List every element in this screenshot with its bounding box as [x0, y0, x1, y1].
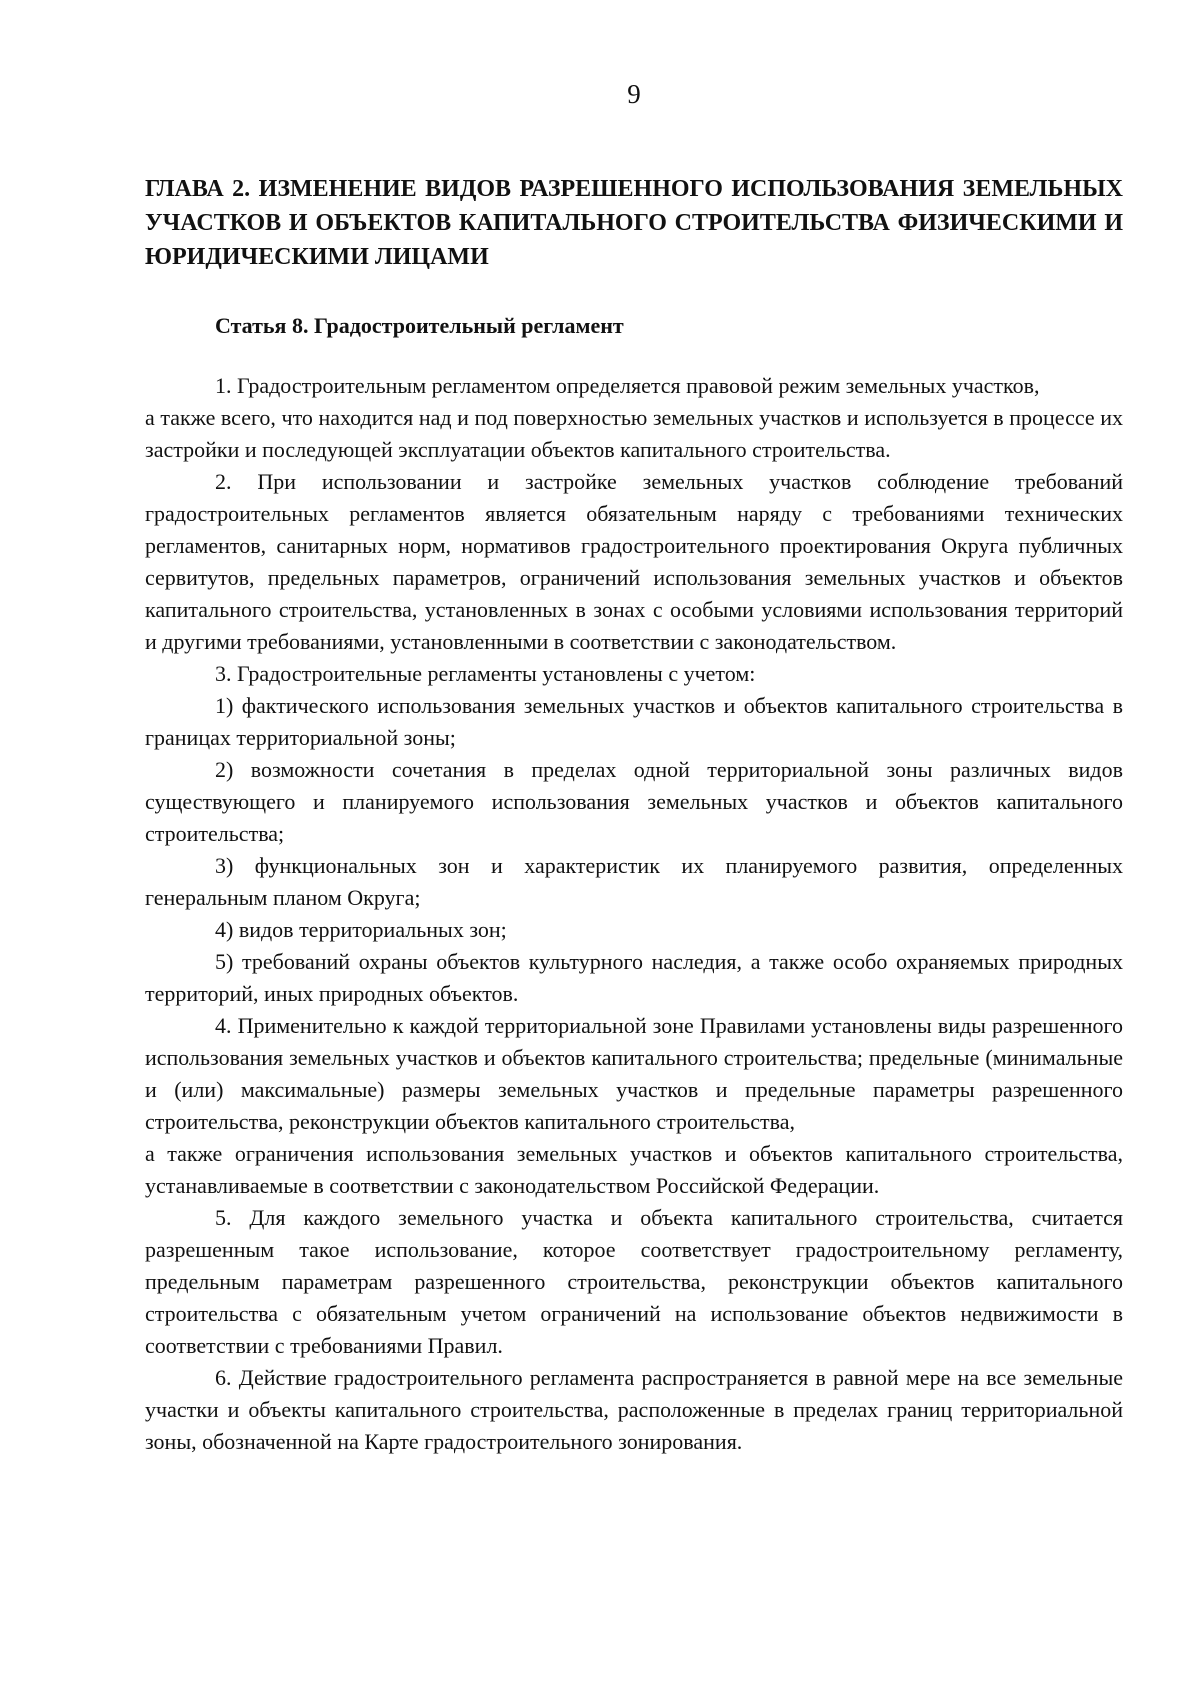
- paragraph-4: 4. Применительно к каждой территориальной зоне Правилами установлены виды разрешенного использования земельных участков и объектов капитального строительства; предельные (минимальные и (или) максимальные) размеры земельных участков и предельные параметры разрешенного строительства, реконструкции объектов капитального строительства,: [145, 1013, 1123, 1134]
- paragraph-6: 6. Действие градостроительного регламента распространяется в равной мере на все земельные участки и объекты капитального строительства, расположенные в пределах границ территориальной зоны, обозначенной на Карте градостроительного зонирования.: [145, 1365, 1123, 1454]
- list-item-5: 5) требований охраны объектов культурного наследия, а также особо охраняемых природных территорий, иных природных объектов.: [145, 949, 1123, 1006]
- paragraph-4-continuation: а также ограничения использования земельных участков и объектов капитального строительства, устанавливаемые в соответствии с законодательством Российской Федерации.: [145, 1141, 1123, 1198]
- list-item-3: 3) функциональных зон и характеристик их планируемого развития, определенных генеральным планом Округа;: [145, 853, 1123, 910]
- page-number: 9: [627, 79, 641, 109]
- list-item-2: 2) возможности сочетания в пределах одной территориальной зоны различных видов существующего и планируемого использования земельных участков и объектов капитального строительства;: [145, 757, 1123, 846]
- article-title: Статья 8. Градостроительный регламент: [215, 313, 624, 338]
- chapter-title: ГЛАВА 2. ИЗМЕНЕНИЕ ВИДОВ РАЗРЕШЕННОГО ИСПОЛЬЗОВАНИЯ ЗЕМЕЛЬНЫХ УЧАСТКОВ И ОБЪЕКТОВ КАПИТАЛЬНОГО СТРОИТЕЛЬСТВА ФИЗИЧЕСКИМИ И ЮРИДИЧЕСКИМИ ЛИЦАМИ: [145, 176, 1123, 270]
- list-item-4: 4) видов территориальных зон;: [215, 917, 507, 942]
- paragraph-5: 5. Для каждого земельного участка и объекта капитального строительства, считается разрешенным такое использование, которое соответствует градостроительному регламенту, предельным параметрам разрешенного строительства, реконструкции объектов капитального строительства с обязательным учетом ограничений на использование объектов недвижимости в соответствии с требованиями Правил.: [145, 1205, 1123, 1358]
- paragraph-3: 3. Градостроительные регламенты установлены с учетом:: [215, 661, 756, 686]
- paragraph-1: 1. Градостроительным регламентом определяется правовой режим земельных участков,: [215, 373, 1040, 398]
- list-item-1: 1) фактического использования земельных участков и объектов капитального строительства в границах территориальной зоны;: [145, 693, 1123, 750]
- document-page: [145, 78, 1123, 1458]
- paragraph-2: 2. При использовании и застройке земельных участков соблюдение требований градостроительных регламентов является обязательным наряду с требованиями технических регламентов, санитарных норм, нормативов градостроительного проектирования Округа публичных сервитутов, предельных параметров, ограничений использования земельных участков и объектов капитального строительства, установленных в зонах с особыми условиями использования территорий и другими требованиями, установленными в соответствии с законодательством.: [145, 469, 1123, 654]
- paragraph-1-continuation: а также всего, что находится над и под поверхностью земельных участков и используется в процессе их застройки и последующей эксплуатации объектов капитального строительства.: [145, 405, 1123, 462]
